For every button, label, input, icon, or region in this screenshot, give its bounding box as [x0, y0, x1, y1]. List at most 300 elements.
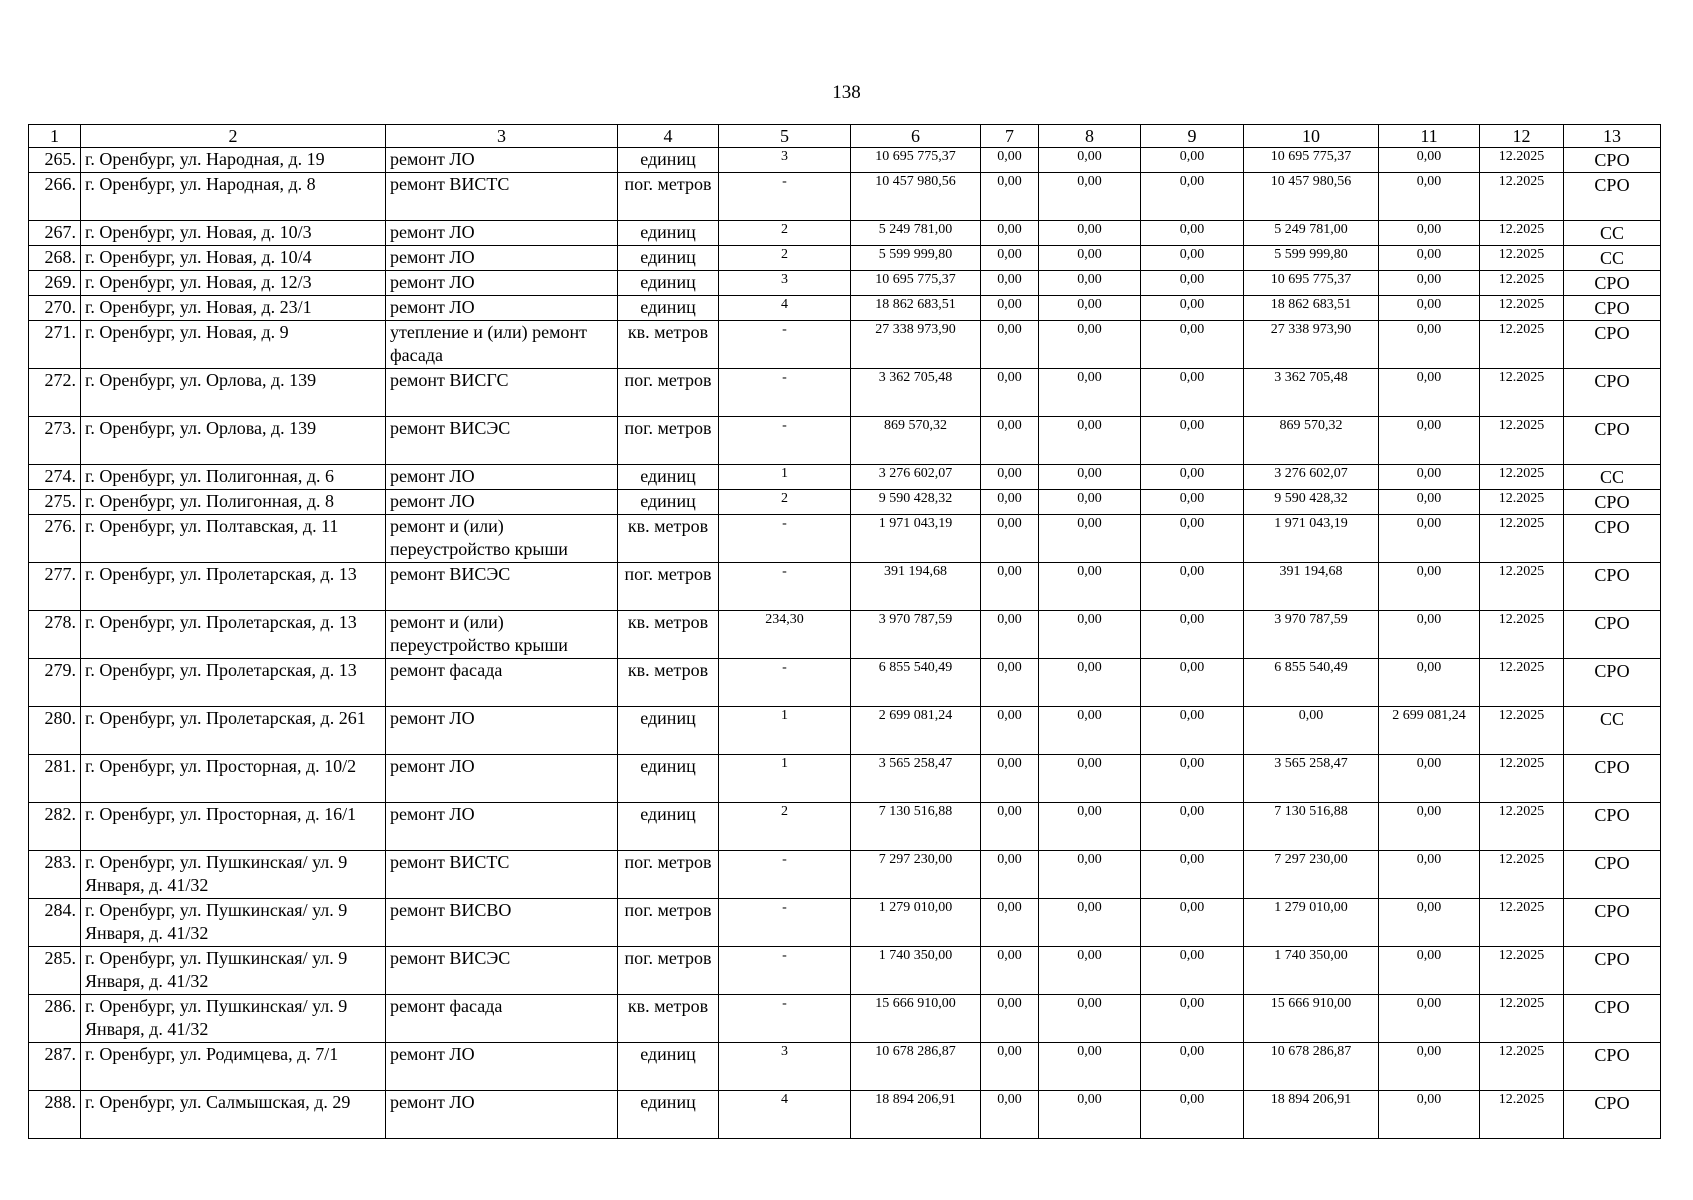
- cost-other-cell: 0,00: [1379, 611, 1480, 659]
- address-cell: г. Оренбург, ул. Новая, д. 10/4: [81, 246, 386, 271]
- method-cell: СРО: [1564, 271, 1661, 296]
- header-cell: 2: [81, 125, 386, 148]
- work-type-cell: ремонт ЛО: [386, 246, 618, 271]
- unit-cell: единиц: [618, 755, 719, 803]
- cost-federal-cell: 0,00: [981, 851, 1039, 899]
- work-type-cell: ремонт ЛО: [386, 148, 618, 173]
- row-number-cell: 280.: [29, 707, 81, 755]
- table-row: [29, 369, 1661, 417]
- total-cost-cell: 2 699 081,24: [851, 707, 981, 755]
- cost-regional-cell: 0,00: [1039, 611, 1141, 659]
- work-type-cell: ремонт ЛО: [386, 221, 618, 246]
- method-cell: СРО: [1564, 417, 1661, 465]
- cost-owners-cell: 3 970 787,59: [1244, 611, 1379, 659]
- quantity-cell: -: [719, 563, 851, 611]
- cost-local-cell: 0,00: [1141, 246, 1244, 271]
- cost-local-cell: 0,00: [1141, 1091, 1244, 1139]
- deadline-cell: 12.2025: [1480, 1043, 1564, 1091]
- cost-federal-cell: 0,00: [981, 515, 1039, 563]
- row-number-cell: 270.: [29, 296, 81, 321]
- method-cell: СРО: [1564, 369, 1661, 417]
- row-number-cell: 269.: [29, 271, 81, 296]
- work-type-cell: ремонт и (или) переустройство крыши: [386, 611, 618, 659]
- row-number-cell: 276.: [29, 515, 81, 563]
- row-number-cell: 284.: [29, 899, 81, 947]
- unit-cell: единиц: [618, 1043, 719, 1091]
- cost-federal-cell: 0,00: [981, 417, 1039, 465]
- cost-federal-cell: 0,00: [981, 755, 1039, 803]
- deadline-cell: 12.2025: [1480, 995, 1564, 1043]
- cost-federal-cell: 0,00: [981, 271, 1039, 296]
- cost-local-cell: 0,00: [1141, 1043, 1244, 1091]
- cost-other-cell: 0,00: [1379, 148, 1480, 173]
- cost-other-cell: 0,00: [1379, 246, 1480, 271]
- cost-regional-cell: 0,00: [1039, 369, 1141, 417]
- address-cell: г. Оренбург, ул. Новая, д. 9: [81, 321, 386, 369]
- quantity-cell: -: [719, 851, 851, 899]
- cost-local-cell: 0,00: [1141, 899, 1244, 947]
- method-cell: СРО: [1564, 1043, 1661, 1091]
- cost-owners-cell: 27 338 973,90: [1244, 321, 1379, 369]
- table-row: [29, 803, 1661, 851]
- cost-other-cell: 0,00: [1379, 563, 1480, 611]
- address-cell: г. Оренбург, ул. Салмышская, д. 29: [81, 1091, 386, 1139]
- total-cost-cell: 1 279 010,00: [851, 899, 981, 947]
- unit-cell: кв. метров: [618, 611, 719, 659]
- cost-regional-cell: 0,00: [1039, 296, 1141, 321]
- method-cell: СРО: [1564, 947, 1661, 995]
- table-row: [29, 321, 1661, 369]
- cost-federal-cell: 0,00: [981, 947, 1039, 995]
- cost-regional-cell: 0,00: [1039, 707, 1141, 755]
- method-cell: СРО: [1564, 899, 1661, 947]
- deadline-cell: 12.2025: [1480, 369, 1564, 417]
- cost-local-cell: 0,00: [1141, 173, 1244, 221]
- table-row: [29, 659, 1661, 707]
- cost-other-cell: 0,00: [1379, 296, 1480, 321]
- method-cell: СС: [1564, 246, 1661, 271]
- cost-owners-cell: 10 457 980,56: [1244, 173, 1379, 221]
- deadline-cell: 12.2025: [1480, 659, 1564, 707]
- cost-owners-cell: 5 599 999,80: [1244, 246, 1379, 271]
- method-cell: СРО: [1564, 563, 1661, 611]
- row-number-cell: 277.: [29, 563, 81, 611]
- table-row: [29, 271, 1661, 296]
- total-cost-cell: 5 249 781,00: [851, 221, 981, 246]
- cost-other-cell: 0,00: [1379, 490, 1480, 515]
- cost-local-cell: 0,00: [1141, 803, 1244, 851]
- method-cell: СРО: [1564, 755, 1661, 803]
- total-cost-cell: 3 276 602,07: [851, 465, 981, 490]
- total-cost-cell: 18 894 206,91: [851, 1091, 981, 1139]
- cost-regional-cell: 0,00: [1039, 947, 1141, 995]
- method-cell: СРО: [1564, 515, 1661, 563]
- work-type-cell: ремонт фасада: [386, 995, 618, 1043]
- method-cell: СРО: [1564, 611, 1661, 659]
- work-type-cell: ремонт фасада: [386, 659, 618, 707]
- cost-federal-cell: 0,00: [981, 173, 1039, 221]
- deadline-cell: 12.2025: [1480, 246, 1564, 271]
- cost-local-cell: 0,00: [1141, 563, 1244, 611]
- address-cell: г. Оренбург, ул. Новая, д. 12/3: [81, 271, 386, 296]
- cost-local-cell: 0,00: [1141, 369, 1244, 417]
- total-cost-cell: 1 971 043,19: [851, 515, 981, 563]
- cost-regional-cell: 0,00: [1039, 899, 1141, 947]
- deadline-cell: 12.2025: [1480, 707, 1564, 755]
- deadline-cell: 12.2025: [1480, 1091, 1564, 1139]
- cost-regional-cell: 0,00: [1039, 803, 1141, 851]
- table-row: [29, 947, 1661, 995]
- cost-regional-cell: 0,00: [1039, 246, 1141, 271]
- row-number-cell: 287.: [29, 1043, 81, 1091]
- header-cell: 7: [981, 125, 1039, 148]
- cost-federal-cell: 0,00: [981, 321, 1039, 369]
- cost-other-cell: 0,00: [1379, 1043, 1480, 1091]
- method-cell: СРО: [1564, 1091, 1661, 1139]
- table-row: [29, 221, 1661, 246]
- header-cell: 13: [1564, 125, 1661, 148]
- work-type-cell: утепление и (или) ремонт фасада: [386, 321, 618, 369]
- unit-cell: кв. метров: [618, 995, 719, 1043]
- cost-federal-cell: 0,00: [981, 1043, 1039, 1091]
- work-type-cell: ремонт ЛО: [386, 1091, 618, 1139]
- header-cell: 8: [1039, 125, 1141, 148]
- address-cell: г. Оренбург, ул. Просторная, д. 10/2: [81, 755, 386, 803]
- deadline-cell: 12.2025: [1480, 755, 1564, 803]
- address-cell: г. Оренбург, ул. Пролетарская, д. 261: [81, 707, 386, 755]
- cost-owners-cell: 15 666 910,00: [1244, 995, 1379, 1043]
- quantity-cell: 3: [719, 1043, 851, 1091]
- unit-cell: единиц: [618, 1091, 719, 1139]
- cost-other-cell: 0,00: [1379, 321, 1480, 369]
- method-cell: СРО: [1564, 490, 1661, 515]
- unit-cell: единиц: [618, 490, 719, 515]
- method-cell: СРО: [1564, 659, 1661, 707]
- unit-cell: кв. метров: [618, 659, 719, 707]
- work-type-cell: ремонт ВИСГС: [386, 369, 618, 417]
- total-cost-cell: 10 695 775,37: [851, 148, 981, 173]
- cost-federal-cell: 0,00: [981, 611, 1039, 659]
- address-cell: г. Оренбург, ул. Пролетарская, д. 13: [81, 611, 386, 659]
- cost-federal-cell: 0,00: [981, 899, 1039, 947]
- deadline-cell: 12.2025: [1480, 515, 1564, 563]
- cost-federal-cell: 0,00: [981, 369, 1039, 417]
- cost-local-cell: 0,00: [1141, 755, 1244, 803]
- cost-regional-cell: 0,00: [1039, 465, 1141, 490]
- unit-cell: единиц: [618, 221, 719, 246]
- address-cell: г. Оренбург, ул. Народная, д. 19: [81, 148, 386, 173]
- row-number-cell: 281.: [29, 755, 81, 803]
- work-type-cell: ремонт ВИСТС: [386, 851, 618, 899]
- address-cell: г. Оренбург, ул. Орлова, д. 139: [81, 369, 386, 417]
- work-type-cell: ремонт ЛО: [386, 296, 618, 321]
- cost-other-cell: 0,00: [1379, 221, 1480, 246]
- quantity-cell: 2: [719, 490, 851, 515]
- total-cost-cell: 7 130 516,88: [851, 803, 981, 851]
- method-cell: СРО: [1564, 148, 1661, 173]
- cost-federal-cell: 0,00: [981, 246, 1039, 271]
- deadline-cell: 12.2025: [1480, 465, 1564, 490]
- total-cost-cell: 3 565 258,47: [851, 755, 981, 803]
- cost-other-cell: 0,00: [1379, 899, 1480, 947]
- method-cell: СРО: [1564, 173, 1661, 221]
- total-cost-cell: 3 362 705,48: [851, 369, 981, 417]
- cost-local-cell: 0,00: [1141, 995, 1244, 1043]
- cost-local-cell: 0,00: [1141, 947, 1244, 995]
- quantity-cell: -: [719, 417, 851, 465]
- cost-federal-cell: 0,00: [981, 995, 1039, 1043]
- cost-other-cell: 2 699 081,24: [1379, 707, 1480, 755]
- row-number-cell: 271.: [29, 321, 81, 369]
- cost-owners-cell: 10 678 286,87: [1244, 1043, 1379, 1091]
- deadline-cell: 12.2025: [1480, 417, 1564, 465]
- total-cost-cell: 10 457 980,56: [851, 173, 981, 221]
- row-number-cell: 272.: [29, 369, 81, 417]
- row-number-cell: 282.: [29, 803, 81, 851]
- page-number: 138: [832, 82, 861, 103]
- table-row: [29, 563, 1661, 611]
- header-cell: 11: [1379, 125, 1480, 148]
- cost-owners-cell: 1 740 350,00: [1244, 947, 1379, 995]
- quantity-cell: 2: [719, 803, 851, 851]
- cost-owners-cell: 7 297 230,00: [1244, 851, 1379, 899]
- quantity-cell: 2: [719, 221, 851, 246]
- method-cell: СС: [1564, 221, 1661, 246]
- cost-regional-cell: 0,00: [1039, 1091, 1141, 1139]
- address-cell: г. Оренбург, ул. Полигонная, д. 8: [81, 490, 386, 515]
- cost-owners-cell: 0,00: [1244, 707, 1379, 755]
- deadline-cell: 12.2025: [1480, 296, 1564, 321]
- unit-cell: пог. метров: [618, 563, 719, 611]
- cost-owners-cell: 869 570,32: [1244, 417, 1379, 465]
- unit-cell: пог. метров: [618, 851, 719, 899]
- cost-owners-cell: 3 276 602,07: [1244, 465, 1379, 490]
- quantity-cell: -: [719, 515, 851, 563]
- deadline-cell: 12.2025: [1480, 851, 1564, 899]
- work-type-cell: ремонт ВИСЭС: [386, 947, 618, 995]
- unit-cell: единиц: [618, 465, 719, 490]
- cost-owners-cell: 1 279 010,00: [1244, 899, 1379, 947]
- work-type-cell: ремонт ВИСТС: [386, 173, 618, 221]
- cost-local-cell: 0,00: [1141, 321, 1244, 369]
- table-row: [29, 465, 1661, 490]
- total-cost-cell: 869 570,32: [851, 417, 981, 465]
- table-row: [29, 995, 1661, 1043]
- table-row: [29, 246, 1661, 271]
- table-row: [29, 296, 1661, 321]
- address-cell: г. Оренбург, ул. Пушкинская/ ул. 9 Января, д. 41/32: [81, 947, 386, 995]
- header-cell: 12: [1480, 125, 1564, 148]
- cost-other-cell: 0,00: [1379, 515, 1480, 563]
- cost-local-cell: 0,00: [1141, 659, 1244, 707]
- row-number-cell: 266.: [29, 173, 81, 221]
- deadline-cell: 12.2025: [1480, 221, 1564, 246]
- cost-owners-cell: 10 695 775,37: [1244, 271, 1379, 296]
- deadline-cell: 12.2025: [1480, 173, 1564, 221]
- deadline-cell: 12.2025: [1480, 148, 1564, 173]
- work-type-cell: ремонт ВИСВО: [386, 899, 618, 947]
- cost-other-cell: 0,00: [1379, 271, 1480, 296]
- cost-federal-cell: 0,00: [981, 465, 1039, 490]
- quantity-cell: -: [719, 947, 851, 995]
- cost-regional-cell: 0,00: [1039, 515, 1141, 563]
- unit-cell: единиц: [618, 707, 719, 755]
- cost-regional-cell: 0,00: [1039, 173, 1141, 221]
- quantity-cell: 1: [719, 755, 851, 803]
- method-cell: СРО: [1564, 995, 1661, 1043]
- cost-other-cell: 0,00: [1379, 173, 1480, 221]
- cost-federal-cell: 0,00: [981, 221, 1039, 246]
- address-cell: г. Оренбург, ул. Пролетарская, д. 13: [81, 659, 386, 707]
- total-cost-cell: 18 862 683,51: [851, 296, 981, 321]
- unit-cell: кв. метров: [618, 515, 719, 563]
- cost-other-cell: 0,00: [1379, 755, 1480, 803]
- row-number-cell: 278.: [29, 611, 81, 659]
- header-cell: 5: [719, 125, 851, 148]
- method-cell: СРО: [1564, 803, 1661, 851]
- address-cell: г. Оренбург, ул. Пролетарская, д. 13: [81, 563, 386, 611]
- cost-federal-cell: 0,00: [981, 490, 1039, 515]
- work-type-cell: ремонт ВИСЭС: [386, 417, 618, 465]
- total-cost-cell: 9 590 428,32: [851, 490, 981, 515]
- unit-cell: пог. метров: [618, 899, 719, 947]
- header-cell: 6: [851, 125, 981, 148]
- total-cost-cell: 1 740 350,00: [851, 947, 981, 995]
- address-cell: г. Оренбург, ул. Народная, д. 8: [81, 173, 386, 221]
- method-cell: СРО: [1564, 851, 1661, 899]
- cost-owners-cell: 18 862 683,51: [1244, 296, 1379, 321]
- header-row: [29, 125, 1661, 148]
- cost-federal-cell: 0,00: [981, 803, 1039, 851]
- cost-regional-cell: 0,00: [1039, 851, 1141, 899]
- cost-regional-cell: 0,00: [1039, 321, 1141, 369]
- cost-federal-cell: 0,00: [981, 296, 1039, 321]
- cost-other-cell: 0,00: [1379, 1091, 1480, 1139]
- quantity-cell: 2: [719, 246, 851, 271]
- cost-other-cell: 0,00: [1379, 803, 1480, 851]
- quantity-cell: -: [719, 899, 851, 947]
- quantity-cell: 1: [719, 465, 851, 490]
- work-type-cell: ремонт ЛО: [386, 465, 618, 490]
- cost-local-cell: 0,00: [1141, 148, 1244, 173]
- quantity-cell: -: [719, 173, 851, 221]
- cost-owners-cell: 391 194,68: [1244, 563, 1379, 611]
- cost-owners-cell: 3 565 258,47: [1244, 755, 1379, 803]
- cost-owners-cell: 7 130 516,88: [1244, 803, 1379, 851]
- table-row: [29, 1043, 1661, 1091]
- header-cell: 9: [1141, 125, 1244, 148]
- total-cost-cell: 7 297 230,00: [851, 851, 981, 899]
- total-cost-cell: 5 599 999,80: [851, 246, 981, 271]
- table-row: [29, 899, 1661, 947]
- row-number-cell: 265.: [29, 148, 81, 173]
- work-type-cell: ремонт ЛО: [386, 755, 618, 803]
- total-cost-cell: 10 695 775,37: [851, 271, 981, 296]
- cost-owners-cell: 3 362 705,48: [1244, 369, 1379, 417]
- work-type-cell: ремонт ВИСЭС: [386, 563, 618, 611]
- total-cost-cell: 15 666 910,00: [851, 995, 981, 1043]
- cost-regional-cell: 0,00: [1039, 755, 1141, 803]
- cost-owners-cell: 6 855 540,49: [1244, 659, 1379, 707]
- quantity-cell: -: [719, 369, 851, 417]
- cost-regional-cell: 0,00: [1039, 995, 1141, 1043]
- row-number-cell: 274.: [29, 465, 81, 490]
- quantity-cell: 4: [719, 296, 851, 321]
- table-row: [29, 611, 1661, 659]
- cost-owners-cell: 10 695 775,37: [1244, 148, 1379, 173]
- cost-other-cell: 0,00: [1379, 369, 1480, 417]
- quantity-cell: -: [719, 995, 851, 1043]
- unit-cell: пог. метров: [618, 369, 719, 417]
- cost-local-cell: 0,00: [1141, 417, 1244, 465]
- address-cell: г. Оренбург, ул. Новая, д. 23/1: [81, 296, 386, 321]
- cost-owners-cell: 1 971 043,19: [1244, 515, 1379, 563]
- address-cell: г. Оренбург, ул. Пушкинская/ ул. 9 Января, д. 41/32: [81, 995, 386, 1043]
- cost-regional-cell: 0,00: [1039, 148, 1141, 173]
- unit-cell: единиц: [618, 803, 719, 851]
- row-number-cell: 286.: [29, 995, 81, 1043]
- unit-cell: пог. метров: [618, 173, 719, 221]
- unit-cell: пог. метров: [618, 417, 719, 465]
- cost-other-cell: 0,00: [1379, 995, 1480, 1043]
- table-row: [29, 417, 1661, 465]
- table-row: [29, 515, 1661, 563]
- address-cell: г. Оренбург, ул. Полигонная, д. 6: [81, 465, 386, 490]
- row-number-cell: 285.: [29, 947, 81, 995]
- deadline-cell: 12.2025: [1480, 490, 1564, 515]
- cost-local-cell: 0,00: [1141, 515, 1244, 563]
- header-cell: 10: [1244, 125, 1379, 148]
- work-type-cell: ремонт ЛО: [386, 271, 618, 296]
- row-number-cell: 288.: [29, 1091, 81, 1139]
- quantity-cell: 4: [719, 1091, 851, 1139]
- table-row: [29, 490, 1661, 515]
- cost-owners-cell: 18 894 206,91: [1244, 1091, 1379, 1139]
- cost-federal-cell: 0,00: [981, 563, 1039, 611]
- quantity-cell: -: [719, 659, 851, 707]
- deadline-cell: 12.2025: [1480, 321, 1564, 369]
- unit-cell: кв. метров: [618, 321, 719, 369]
- total-cost-cell: 27 338 973,90: [851, 321, 981, 369]
- quantity-cell: 1: [719, 707, 851, 755]
- quantity-cell: 3: [719, 271, 851, 296]
- cost-regional-cell: 0,00: [1039, 417, 1141, 465]
- total-cost-cell: 10 678 286,87: [851, 1043, 981, 1091]
- quantity-cell: -: [719, 321, 851, 369]
- method-cell: СС: [1564, 707, 1661, 755]
- cost-local-cell: 0,00: [1141, 851, 1244, 899]
- address-cell: г. Оренбург, ул. Родимцева, д. 7/1: [81, 1043, 386, 1091]
- capital-repair-table: [28, 124, 1661, 1139]
- table-row: [29, 851, 1661, 899]
- unit-cell: единиц: [618, 246, 719, 271]
- total-cost-cell: 6 855 540,49: [851, 659, 981, 707]
- work-type-cell: ремонт ЛО: [386, 803, 618, 851]
- row-number-cell: 283.: [29, 851, 81, 899]
- table-row: [29, 148, 1661, 173]
- cost-local-cell: 0,00: [1141, 221, 1244, 246]
- cost-regional-cell: 0,00: [1039, 659, 1141, 707]
- cost-other-cell: 0,00: [1379, 851, 1480, 899]
- total-cost-cell: 391 194,68: [851, 563, 981, 611]
- row-number-cell: 279.: [29, 659, 81, 707]
- header-cell: 3: [386, 125, 618, 148]
- cost-federal-cell: 0,00: [981, 1091, 1039, 1139]
- address-cell: г. Оренбург, ул. Орлова, д. 139: [81, 417, 386, 465]
- work-type-cell: ремонт ЛО: [386, 490, 618, 515]
- cost-local-cell: 0,00: [1141, 611, 1244, 659]
- total-cost-cell: 3 970 787,59: [851, 611, 981, 659]
